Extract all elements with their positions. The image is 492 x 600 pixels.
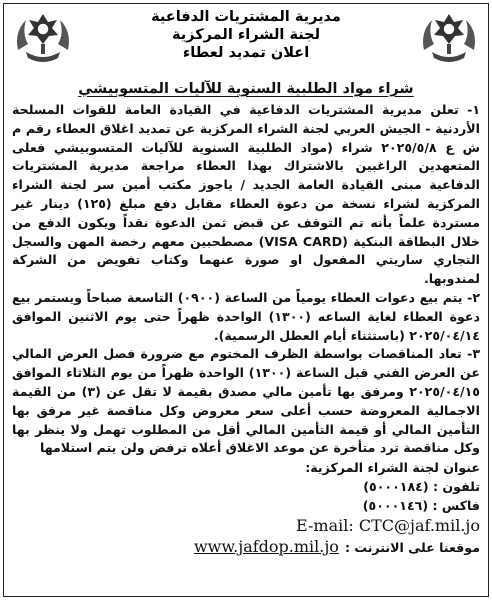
committee-title: لجنة الشراء المركزية [171,27,321,43]
announcement-type: اعلان تمديد لعطاء [182,45,310,61]
announcement-body [12,101,480,458]
directorate-title: مديرية المشتريات الدفاعية [151,9,341,25]
paragraph-1: ١- تعلن مديرية المشتريات الدفاعية في القيادة العامة للقوات المسلحة الأردنية - الجيش العربي لجنة الشراء المركزية عن تمديد اغلاق العطاء رقم م ش ع ٢٠٢٥/٥/٨ شراء (مواد الطلبية السنوية للآليات المتسوبيشي فعلى المتعهدين الراغبين بالاشتراك بهذا العطاء مراجعة مديرية المشتريات الدفاعية مبنى القيادة العامة الجديد / ياجوز مكتب أمين سر لجنة الشراء المركزية لشراء نسخة من دعوة العطاء مقابل دفع مبلغ (١٢٥) دينار غير مستردة علماً بأنه تم التوقف عن قبض ثمن الدعوة نقداً ويكون الدفع من خلال البطاقة البنكية (VISA CARD) مصطحبين معهم رخصة المهن والسجل التجاري ساريتي المفعول او صورة عنهما وكتاب تفويض من الشركة لمندوبها. [12,102,481,287]
website-link[interactable]: www.jafdop.mil.jo [193,537,339,557]
phone-number: تلفون : (٥٠٠٠١٨٤) [363,479,480,495]
paragraph-3: ٣- تعاد المناقصات بواسطة الظرف المختوم مع ضرورة فصل العرض المالي عن العرض الفني قبل الساعة (١٣٠٠) الواحدة ظهراً من يوم الثلاثاء الموافق ٢٠٢٥/٠٤/١٥ ومرفق بها تأمين مالي مصدق بقيمة لا تقل عن (٣) من القيمة الاجمالية المعروضة حسب أعلى سعر معروض وكل مناقصة غير مرفق بها التأمين المالي أو قيمة التأمين المالي أقل من المطلوب تهمل ولا ينظر بها وكل مناقصة ترد متأخرة عن موعد الاغلاق أعلاه ترفض ولن يتم استلامها [12,346,480,456]
jordan-armed-forces-emblem-icon [12,10,74,68]
tender-subject: شراء مواد الطلبية السنوية للآليات المتسوبيشي [78,81,414,97]
jordan-armed-forces-emblem-icon [418,10,480,68]
announcement-header [12,8,480,82]
website-row [12,536,480,558]
address-label: عنوان لجنة الشراء المركزية: [305,460,480,476]
email-address[interactable]: E-mail: CTC@jaf.mil.jo [296,516,480,536]
fax-number: فاكس : (٥٠٠٠١٤٦) [362,498,480,514]
website-label: موقعنا على الانترنت : [344,540,480,556]
tender-announcement [3,3,489,597]
paragraph-2: ٢- يتم بيع دعوات العطاء يومياً من الساعة (٠٩٠٠) التاسعة صباحاً ويستمر بيع دعوة العطاء لغاية الساعه (١٣٠٠) الواحدة ظهراً حتى يوم الاثنين الموافق ٢٠٢٥/٠٤/١٤ (باستثناء أيام العطل الرسمية). [12,289,480,343]
